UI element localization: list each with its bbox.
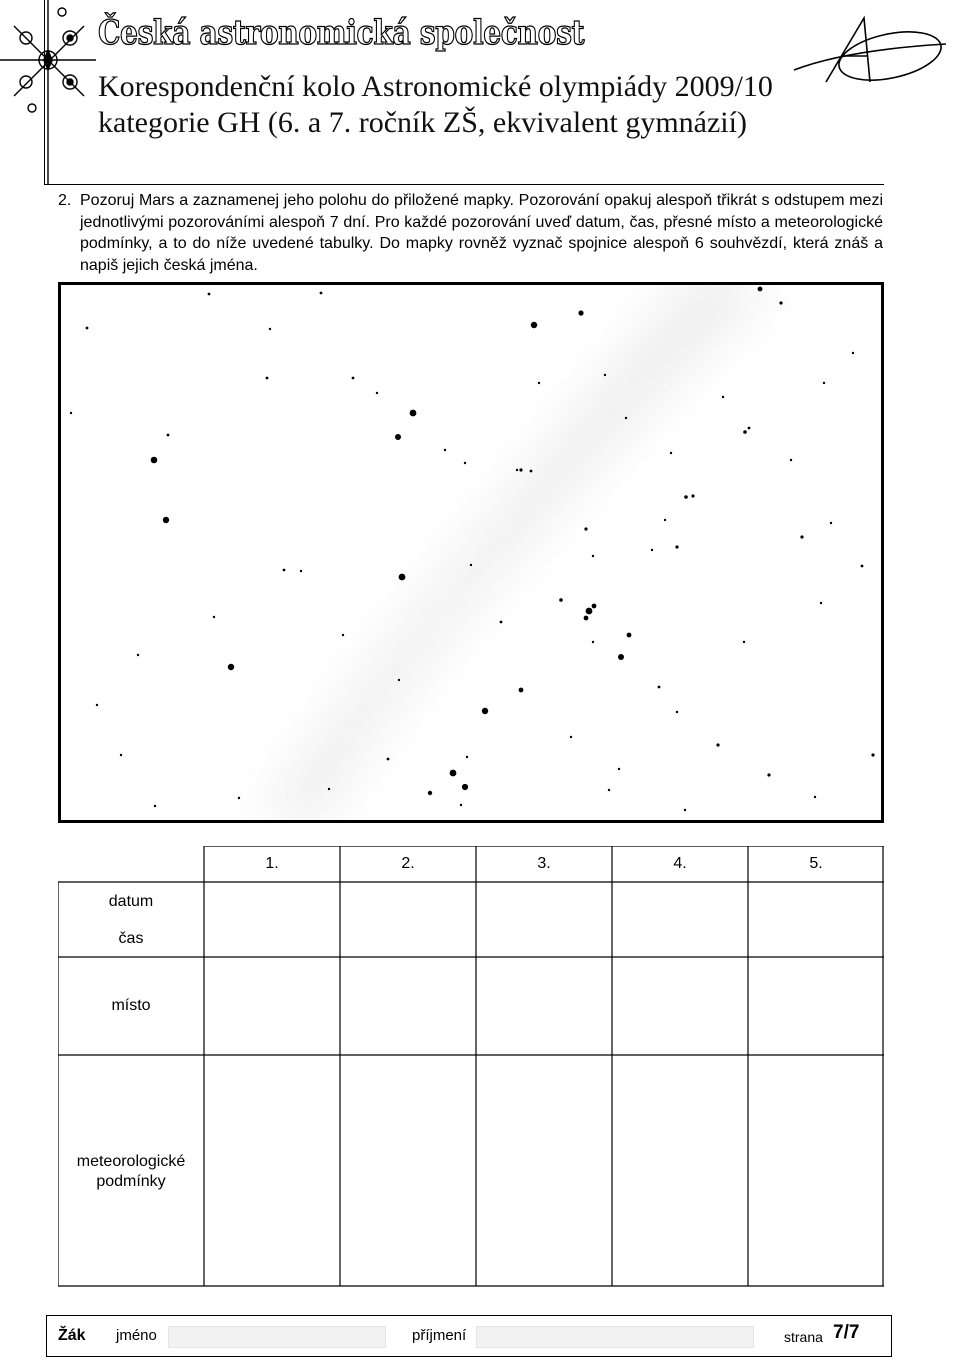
milky-way-band: [261, 285, 781, 820]
observation-table: [58, 846, 884, 1288]
page-number: 7/7: [833, 1322, 860, 1343]
task-text: Pozoruj Mars a zaznamenej jeho polohu do přiložené mapky. Pozorování opakuj alespoň třikrát s odstupem mezi jednotlivými pozorováními alespoň 7 dní. Pro každé pozorování uveď datum, čas, přesné místo a meteorologické podmínky, a to do níže uvedené tabulky. Do mapky rovněž vyznač spojnice alespoň 6 souhvězdí, která znáš a napiš jejich česká jména.: [80, 192, 883, 274]
cell-misto-2[interactable]: [341, 958, 475, 1054]
cell-meteo-4[interactable]: [613, 1056, 747, 1285]
cell-meteo-5[interactable]: [749, 1056, 882, 1285]
first-name-label: jméno: [116, 1327, 157, 1344]
star-emblem-icon: [0, 0, 100, 185]
task-paragraph: [58, 190, 883, 276]
cell-datum-cas-3[interactable]: [477, 883, 611, 956]
cell-misto-3[interactable]: [477, 958, 611, 1054]
ao-logo-icon: [786, 10, 956, 90]
cell-datum-cas-2[interactable]: [341, 883, 475, 956]
column-header-4: 4.: [673, 855, 687, 872]
task-number: 2.: [58, 192, 72, 209]
cell-misto-5[interactable]: [749, 958, 882, 1054]
column-header-2: 2.: [401, 855, 415, 872]
cell-meteo-1[interactable]: [205, 1056, 339, 1285]
cell-misto-4[interactable]: [613, 958, 747, 1054]
cell-datum-cas-5[interactable]: [749, 883, 882, 956]
row-label-cas: čas: [118, 930, 144, 947]
cell-meteo-3[interactable]: [477, 1056, 611, 1285]
student-label: Žák: [58, 1327, 86, 1344]
cell-meteo-2[interactable]: [341, 1056, 475, 1285]
row-label-datum: datum: [108, 893, 154, 910]
star-map[interactable]: [58, 282, 884, 823]
star-field: [61, 285, 881, 820]
page-label: strana: [784, 1329, 823, 1345]
category-title: kategorie GH (6. a 7. ročník ZŠ, ekvivalent gymnázií): [98, 106, 747, 139]
column-header-1: 1.: [265, 855, 279, 872]
row-label-meteo: meteorologické podmínky: [76, 1153, 186, 1190]
row-label-misto: místo: [111, 997, 151, 1014]
cell-datum-cas-4[interactable]: [613, 883, 747, 956]
society-name: Česká astronomická společnost: [98, 13, 585, 53]
header-divider: [44, 184, 884, 185]
cell-datum-cas-1[interactable]: [205, 883, 339, 956]
first-name-field[interactable]: [168, 1326, 386, 1348]
last-name-label: příjmení: [412, 1327, 467, 1344]
cell-misto-1[interactable]: [205, 958, 339, 1054]
column-header-5: 5.: [809, 855, 823, 872]
last-name-field[interactable]: [476, 1326, 754, 1348]
column-header-3: 3.: [537, 855, 551, 872]
round-title: Korespondenční kolo Astronomické olympiády 2009/10: [98, 70, 773, 103]
